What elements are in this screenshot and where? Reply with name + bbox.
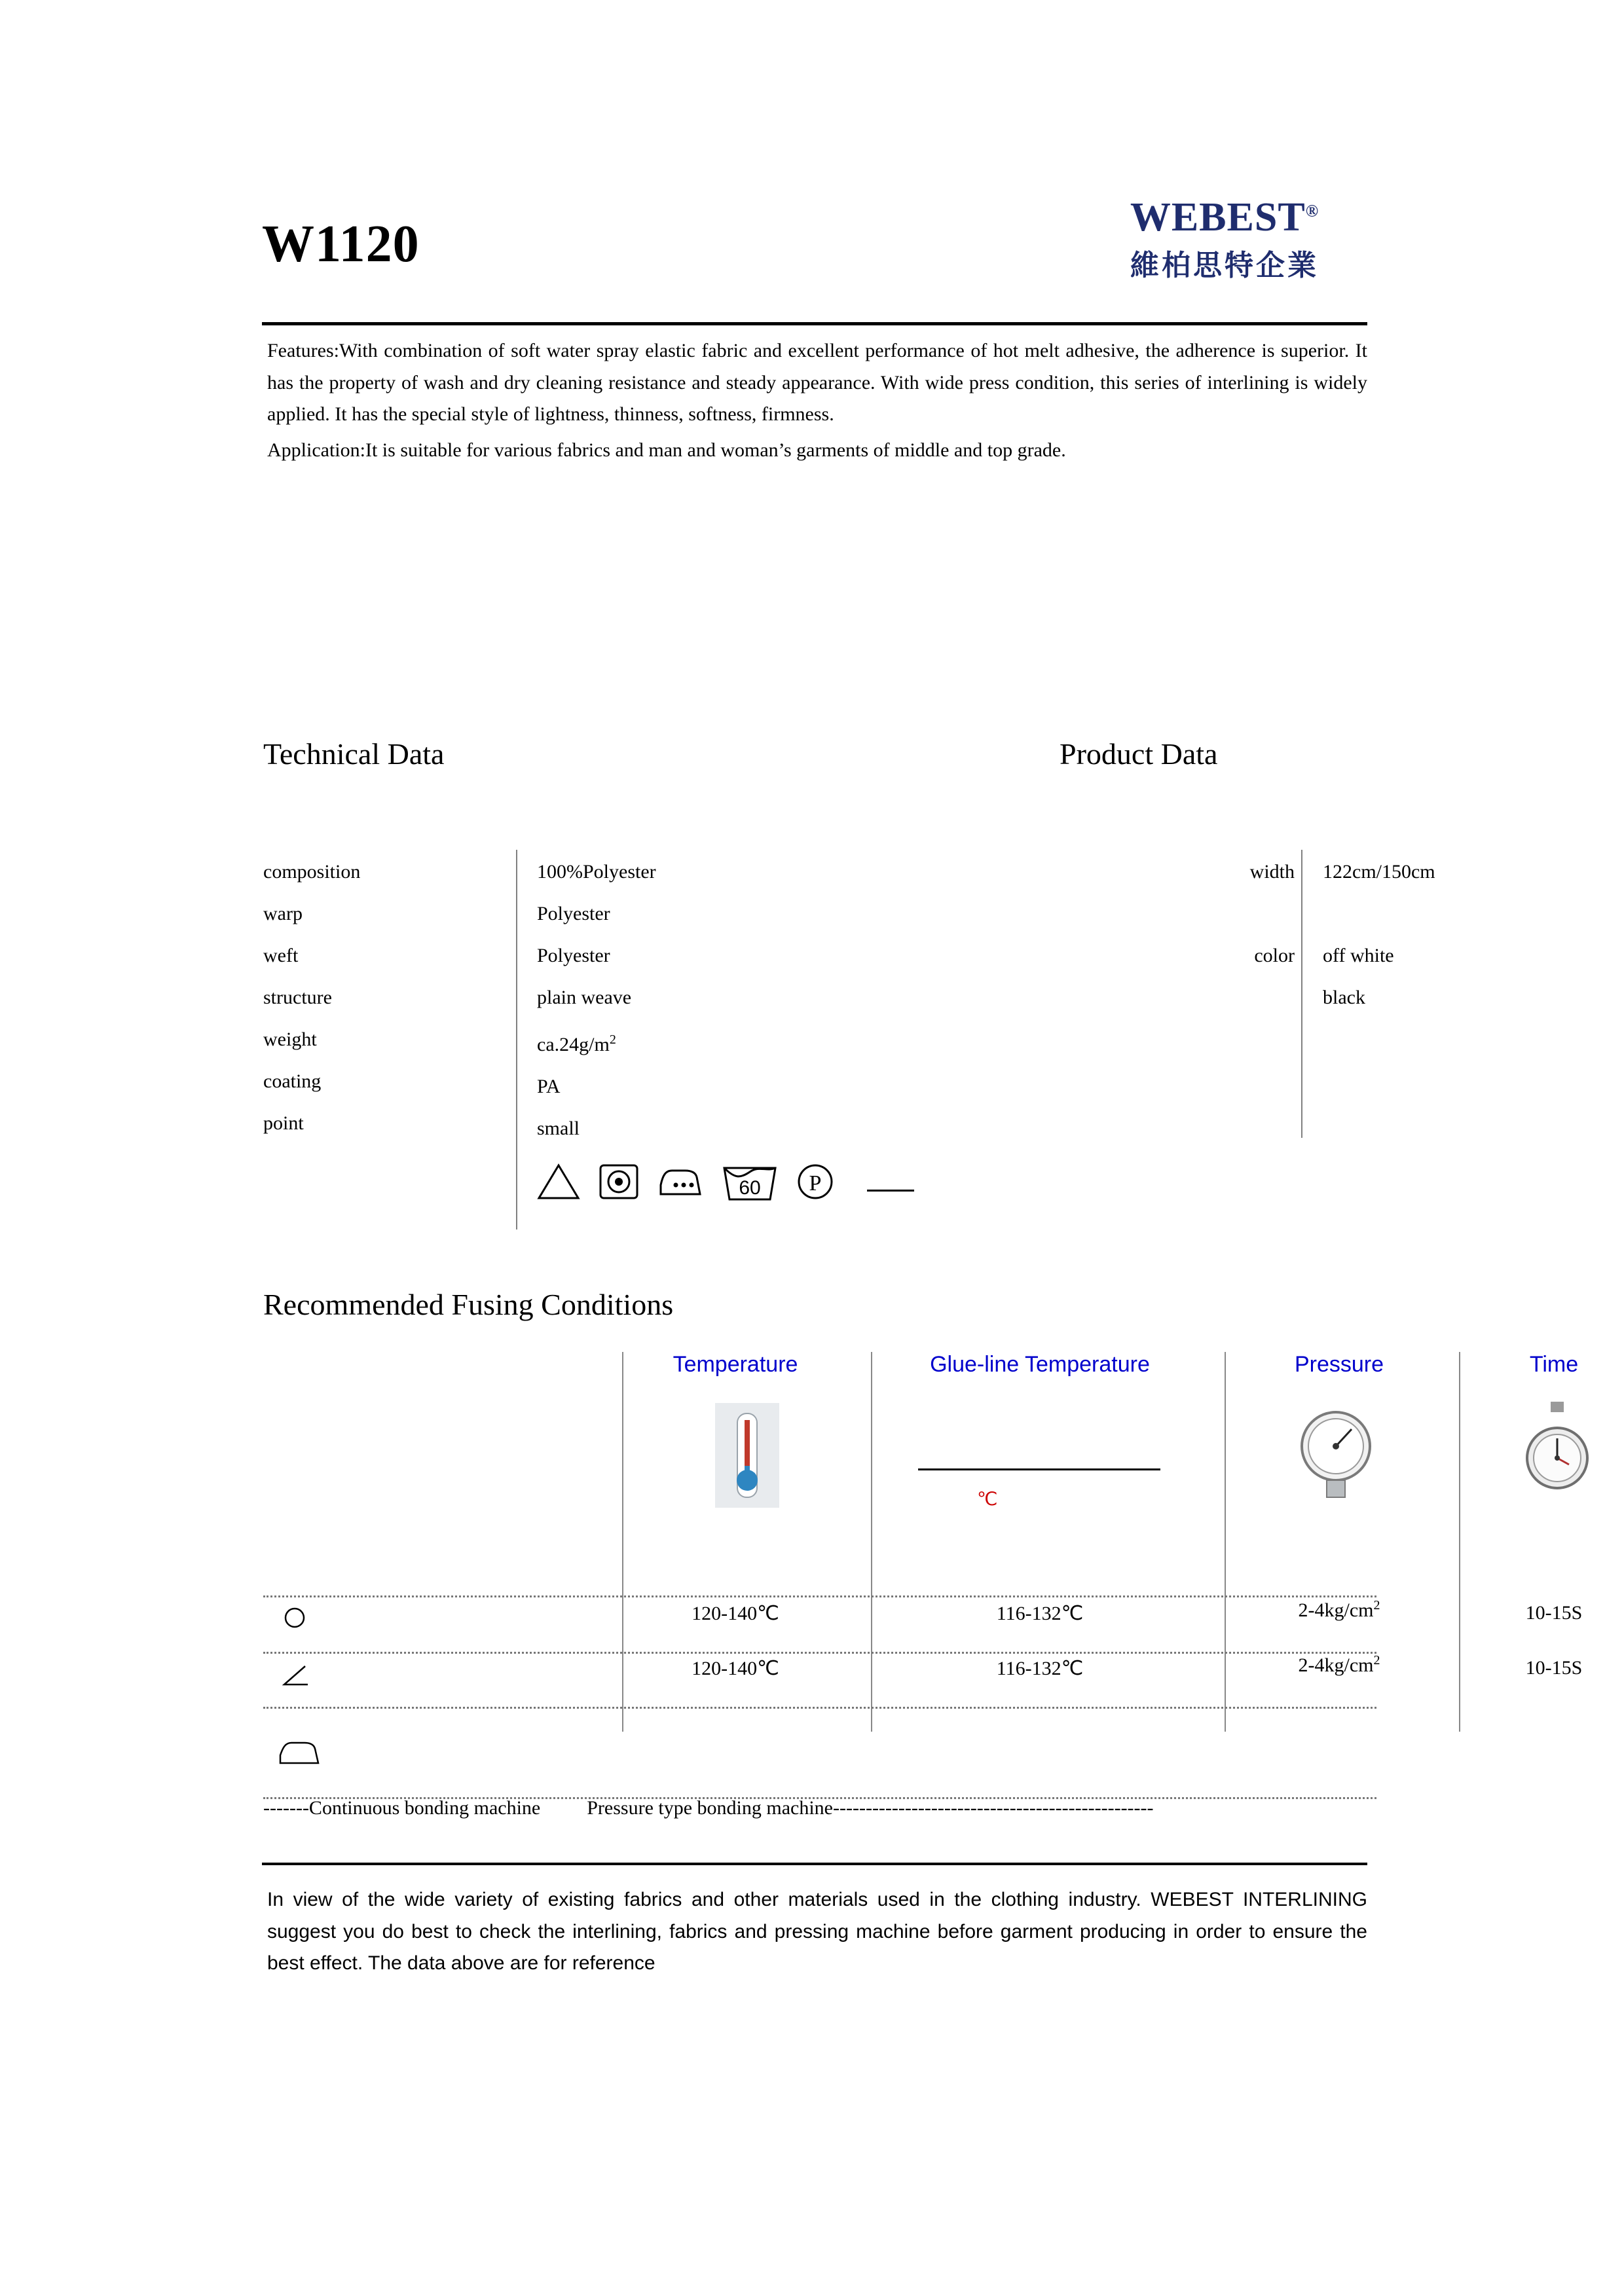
application-body: It is suitable for various fabrics and man and woman’s garments of middle and top grade. xyxy=(365,439,1066,461)
fuse-row-divider-3 xyxy=(263,1707,1376,1709)
cell-temperature-row1: 120-140℃ xyxy=(692,1603,779,1624)
fuse-divider-4 xyxy=(1459,1352,1460,1732)
cell-pressure-row1-exponent: 2 xyxy=(1373,1598,1380,1613)
fusing-footnote xyxy=(263,1797,1376,1819)
value-weight-row xyxy=(537,1019,656,1066)
svg-text:P: P xyxy=(809,1171,822,1195)
label-warp: warp xyxy=(263,903,303,924)
column-header-temperature: Temperature xyxy=(673,1352,798,1377)
dryclean-p-icon xyxy=(796,1163,834,1201)
label-weft: weft xyxy=(263,945,299,966)
cell-pressure-row2-exponent: 2 xyxy=(1373,1653,1380,1667)
fusing-conditions-table xyxy=(263,1345,1583,1791)
glue-line-underline xyxy=(918,1468,1160,1470)
cell-temperature-row2: 120-140℃ xyxy=(692,1658,779,1679)
label-weight: weight xyxy=(263,1029,317,1050)
label-structure: structure xyxy=(263,987,332,1008)
label-spacer xyxy=(1223,893,1295,935)
column-header-pressure: Pressure xyxy=(1294,1352,1384,1377)
fuse-row-divider-1 xyxy=(263,1595,1376,1597)
document-header xyxy=(262,196,1375,321)
iron-marker-icon xyxy=(278,1738,321,1770)
product-labels xyxy=(1223,851,1295,977)
intro-text xyxy=(267,335,1367,466)
value-width: 122cm/150cm xyxy=(1323,861,1435,883)
label-point: point xyxy=(263,1112,304,1134)
fuse-divider-3 xyxy=(1225,1352,1226,1732)
tumble-dry-icon xyxy=(599,1163,639,1201)
footnote-continuous: -------Continuous bonding machine xyxy=(263,1797,541,1819)
label-composition: composition xyxy=(263,861,361,883)
value-weft: Polyester xyxy=(537,945,610,966)
value-composition: 100%Polyester xyxy=(537,861,656,883)
cell-time-row1: 10-15S xyxy=(1525,1602,1583,1624)
value-color-black: black xyxy=(1323,987,1365,1008)
brand-logo xyxy=(1074,196,1375,283)
technical-labels xyxy=(263,851,360,1144)
glue-temperature-unit: ℃ xyxy=(977,1489,998,1510)
fuse-divider-2 xyxy=(871,1352,872,1732)
table-divider-2 xyxy=(1301,850,1302,1138)
pressure-gauge-icon xyxy=(1297,1406,1375,1506)
cell-pressure-row1-value: 2-4kg/cm xyxy=(1298,1599,1374,1621)
value-structure: plain weave xyxy=(537,987,632,1008)
cell-glue-temperature-row2: 116-132℃ xyxy=(996,1658,1084,1679)
application-paragraph xyxy=(267,435,1367,467)
column-header-glue-line-temperature: Glue-line Temperature xyxy=(930,1352,1150,1377)
cell-pressure-row2-value: 2-4kg/cm xyxy=(1298,1654,1374,1676)
wash-60-icon xyxy=(722,1161,778,1202)
value-point: small xyxy=(537,1118,580,1139)
value-weight: ca.24g/m xyxy=(537,1034,610,1055)
svg-text:60: 60 xyxy=(739,1177,761,1199)
page-title: W1120 xyxy=(262,215,420,273)
stopwatch-icon xyxy=(1526,1402,1589,1507)
disclaimer-text: In view of the wide variety of existing fabrics and other materials used in the clothing industry. WEBEST INTERLINING suggest you do best to check the interlining, fabrics and pressing machine before garment producing in order to ensure the best effect. The data above are for reference xyxy=(267,1889,1367,1975)
product-values xyxy=(1323,851,1435,1019)
value-weight-exponent: 2 xyxy=(609,1032,616,1047)
table-divider-1 xyxy=(516,850,517,1230)
brand-name-text: WEBEST xyxy=(1130,195,1306,240)
heading-technical-data: Technical Data xyxy=(263,737,445,771)
circle-marker-icon xyxy=(283,1606,306,1633)
column-header-time: Time xyxy=(1529,1352,1579,1377)
value-warp: Polyester xyxy=(537,903,610,924)
value-color-off-white: off white xyxy=(1323,945,1394,966)
footer-divider xyxy=(262,1863,1367,1865)
heading-product-data: Product Data xyxy=(1060,737,1218,771)
cell-glue-temperature-row1: 116-132℃ xyxy=(996,1603,1084,1624)
bleach-triangle-icon xyxy=(537,1163,580,1201)
brand-name-chinese: 維柏思特企業 xyxy=(1130,249,1319,283)
thermometer-icon xyxy=(715,1403,779,1511)
features-paragraph xyxy=(267,335,1367,431)
value-spacer xyxy=(1323,893,1435,935)
cell-pressure-row1 xyxy=(1231,1598,1447,1622)
cell-time-row2: 10-15S xyxy=(1525,1657,1583,1679)
technical-values xyxy=(537,851,656,1150)
angle-marker-icon xyxy=(282,1664,310,1692)
care-symbol-row xyxy=(537,1152,995,1211)
fuse-row-divider-2 xyxy=(263,1652,1376,1654)
label-width: width xyxy=(1249,861,1295,883)
care-symbol-dash xyxy=(867,1190,914,1192)
value-coating: PA xyxy=(537,1076,561,1097)
fuse-divider-1 xyxy=(622,1352,623,1732)
label-color: color xyxy=(1254,945,1295,966)
application-label: Application: xyxy=(267,439,365,461)
label-coating: coating xyxy=(263,1070,322,1092)
cell-pressure-row2 xyxy=(1231,1653,1447,1677)
iron-icon xyxy=(657,1165,703,1198)
footnote-pressure-type: Pressure type bonding machine------------------------------------------------- xyxy=(587,1797,1154,1819)
features-body: With combination of soft water spray elastic fabric and excellent performance of hot melt adhesive, the adherence is superior. It has the property of wash and dry cleaning resistance and steady appearance. With wide press condition, this series of interlining is widely applied. It has the special style of lightness, thinness, softness, firmness. xyxy=(267,340,1367,426)
header-divider xyxy=(262,322,1367,325)
features-label: Features: xyxy=(267,340,339,361)
registered-mark: ® xyxy=(1305,201,1320,221)
heading-fusing-conditions: Recommended Fusing Conditions xyxy=(263,1288,674,1321)
